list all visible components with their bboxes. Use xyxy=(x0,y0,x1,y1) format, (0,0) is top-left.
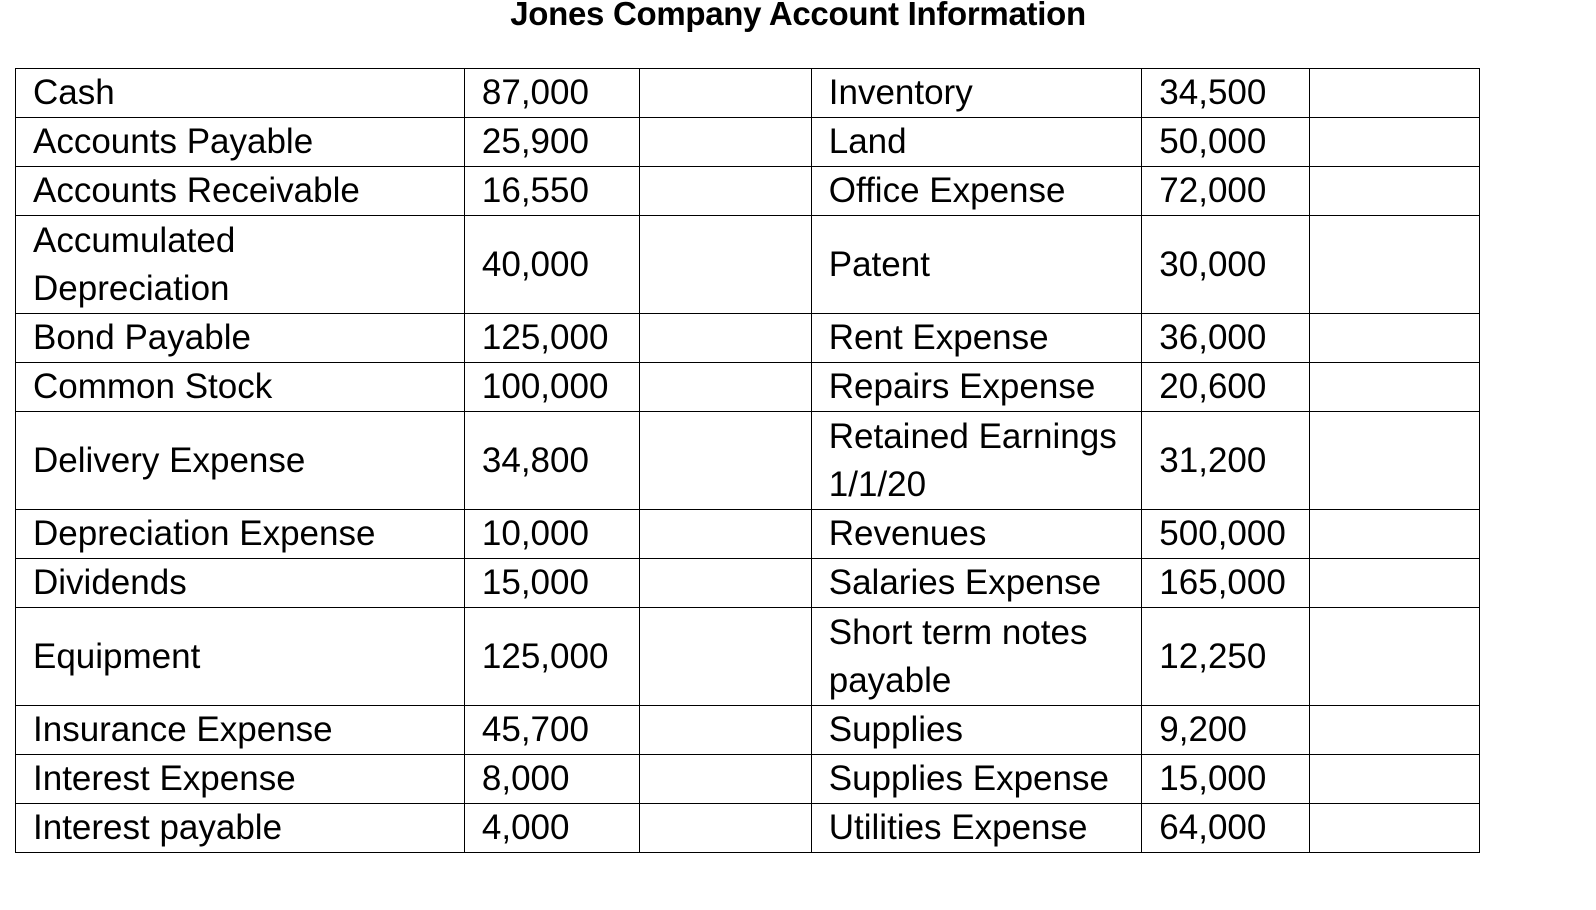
account-amount-cell: 12,250 xyxy=(1142,608,1309,706)
blank-answer-cell xyxy=(1309,118,1479,167)
account-name-cell: Patent xyxy=(811,216,1142,314)
table-row xyxy=(16,167,1480,216)
account-name-cell: Revenues xyxy=(811,510,1142,559)
page-title: Jones Company Account Information xyxy=(510,0,1086,32)
account-name-cell: Interest payable xyxy=(16,804,465,853)
account-name-cell: Accumulated Depreciation xyxy=(16,216,465,314)
account-amount-cell: 165,000 xyxy=(1142,559,1309,608)
account-name-cell: Accounts Receivable xyxy=(16,167,465,216)
table-row xyxy=(16,706,1480,755)
blank-answer-cell xyxy=(1309,314,1479,363)
account-name-cell: Utilities Expense xyxy=(811,804,1142,853)
account-amount-cell: 8,000 xyxy=(464,755,639,804)
account-name-cell: Supplies Expense xyxy=(811,755,1142,804)
account-amount-cell: 25,900 xyxy=(464,118,639,167)
account-amount-cell: 40,000 xyxy=(464,216,639,314)
table-row xyxy=(16,755,1480,804)
blank-answer-cell xyxy=(640,216,811,314)
table-row xyxy=(16,608,1480,706)
account-amount-cell: 72,000 xyxy=(1142,167,1309,216)
account-amount-cell: 45,700 xyxy=(464,706,639,755)
account-amount-cell: 15,000 xyxy=(464,559,639,608)
account-amount-cell: 50,000 xyxy=(1142,118,1309,167)
blank-answer-cell xyxy=(1309,167,1479,216)
account-name-cell: Common Stock xyxy=(16,363,465,412)
account-amount-cell: 125,000 xyxy=(464,314,639,363)
account-amount-cell: 16,550 xyxy=(464,167,639,216)
account-amount-cell: 500,000 xyxy=(1142,510,1309,559)
account-name-cell: Retained Earnings 1/1/20 xyxy=(811,412,1142,510)
account-amount-cell: 34,800 xyxy=(464,412,639,510)
blank-answer-cell xyxy=(640,559,811,608)
blank-answer-cell xyxy=(640,412,811,510)
table-row xyxy=(16,69,1480,118)
table-row xyxy=(16,412,1480,510)
account-amount-cell: 20,600 xyxy=(1142,363,1309,412)
account-name-cell: Dividends xyxy=(16,559,465,608)
account-table xyxy=(15,68,1480,853)
account-amount-cell: 87,000 xyxy=(464,69,639,118)
account-name-cell: Depreciation Expense xyxy=(16,510,465,559)
account-name-cell: Bond Payable xyxy=(16,314,465,363)
account-name-cell: Insurance Expense xyxy=(16,706,465,755)
blank-answer-cell xyxy=(640,706,811,755)
blank-answer-cell xyxy=(1309,412,1479,510)
blank-answer-cell xyxy=(640,608,811,706)
blank-answer-cell xyxy=(640,363,811,412)
account-name-cell: Supplies xyxy=(811,706,1142,755)
table-row xyxy=(16,216,1480,314)
account-amount-cell: 10,000 xyxy=(464,510,639,559)
table-row xyxy=(16,118,1480,167)
account-name-cell: Repairs Expense xyxy=(811,363,1142,412)
account-name-cell: Accounts Payable xyxy=(16,118,465,167)
account-amount-cell: 4,000 xyxy=(464,804,639,853)
blank-answer-cell xyxy=(1309,69,1479,118)
table-row xyxy=(16,559,1480,608)
blank-answer-cell xyxy=(640,118,811,167)
blank-answer-cell xyxy=(1309,804,1479,853)
account-amount-cell: 125,000 xyxy=(464,608,639,706)
account-amount-cell: 36,000 xyxy=(1142,314,1309,363)
account-amount-cell: 9,200 xyxy=(1142,706,1309,755)
account-amount-cell: 100,000 xyxy=(464,363,639,412)
blank-answer-cell xyxy=(1309,510,1479,559)
blank-answer-cell xyxy=(640,167,811,216)
account-name-cell: Land xyxy=(811,118,1142,167)
account-name-cell: Rent Expense xyxy=(811,314,1142,363)
account-name-cell: Equipment xyxy=(16,608,465,706)
blank-answer-cell xyxy=(1309,216,1479,314)
account-amount-cell: 30,000 xyxy=(1142,216,1309,314)
table-row xyxy=(16,314,1480,363)
account-name-cell: Delivery Expense xyxy=(16,412,465,510)
account-name-cell: Short term notes payable xyxy=(811,608,1142,706)
table-row xyxy=(16,510,1480,559)
table-row xyxy=(16,363,1480,412)
account-name-cell: Inventory xyxy=(811,69,1142,118)
account-name-cell: Salaries Expense xyxy=(811,559,1142,608)
account-amount-cell: 34,500 xyxy=(1142,69,1309,118)
blank-answer-cell xyxy=(1309,608,1479,706)
account-name-cell: Interest Expense xyxy=(16,755,465,804)
blank-answer-cell xyxy=(1309,363,1479,412)
blank-answer-cell xyxy=(640,510,811,559)
account-name-cell: Office Expense xyxy=(811,167,1142,216)
account-amount-cell: 31,200 xyxy=(1142,412,1309,510)
account-amount-cell: 64,000 xyxy=(1142,804,1309,853)
blank-answer-cell xyxy=(640,69,811,118)
blank-answer-cell xyxy=(640,314,811,363)
blank-answer-cell xyxy=(1309,706,1479,755)
blank-answer-cell xyxy=(1309,559,1479,608)
blank-answer-cell xyxy=(1309,755,1479,804)
blank-answer-cell xyxy=(640,804,811,853)
table-row xyxy=(16,804,1480,853)
account-amount-cell: 15,000 xyxy=(1142,755,1309,804)
account-name-cell: Cash xyxy=(16,69,465,118)
blank-answer-cell xyxy=(640,755,811,804)
